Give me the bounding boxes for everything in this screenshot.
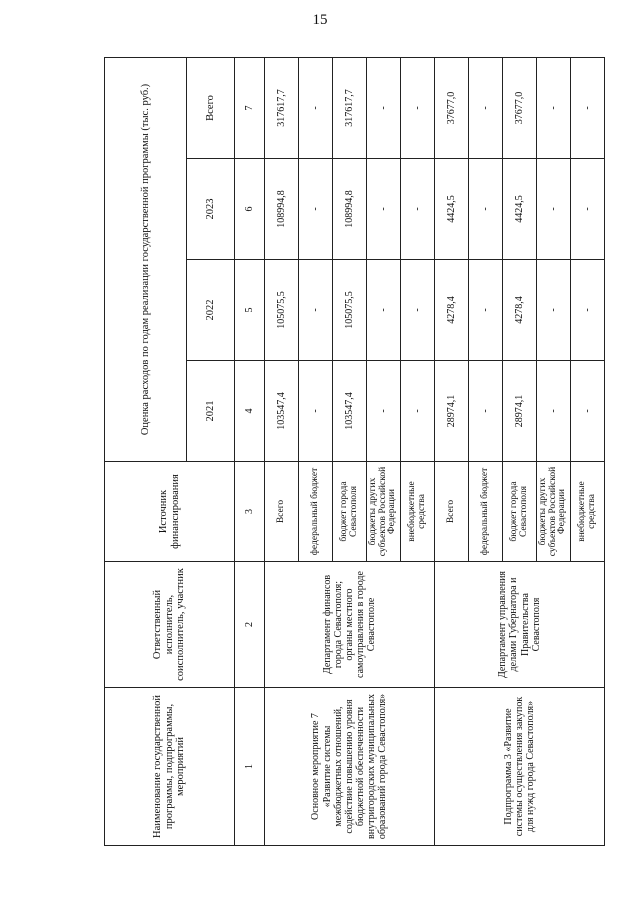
value-2021-cell: 28974,1: [503, 361, 537, 462]
source-cell: внебюджетные средства: [571, 462, 605, 562]
value-2022-cell: 105075,5: [333, 260, 367, 361]
rotated-table-container: [104, 58, 604, 846]
header-total: Всего: [187, 57, 235, 158]
column-number: 3: [235, 462, 265, 562]
value-total-cell: 37677,0: [435, 57, 469, 158]
column-number: 4: [235, 361, 265, 462]
source-cell: бюджеты других субъектов Российской Федерации: [367, 462, 401, 562]
value-2022-cell: -: [401, 260, 435, 361]
value-total-cell: -: [401, 57, 435, 158]
column-number: 6: [235, 159, 265, 260]
value-2021-cell: -: [367, 361, 401, 462]
header-year-2021: 2021: [187, 361, 235, 462]
table-row: [435, 57, 469, 845]
value-2022-cell: -: [299, 260, 333, 361]
source-cell: федеральный бюджет: [469, 462, 503, 562]
value-total-cell: -: [537, 57, 571, 158]
value-2023-cell: 4424,5: [435, 159, 469, 260]
source-cell: федеральный бюджет: [299, 462, 333, 562]
source-cell: бюджет города Севастополя: [333, 462, 367, 562]
value-2023-cell: -: [401, 159, 435, 260]
value-2021-cell: 28974,1: [435, 361, 469, 462]
value-2021-cell: 103547,4: [265, 361, 299, 462]
value-2023-cell: -: [571, 159, 605, 260]
value-total-cell: -: [367, 57, 401, 158]
value-2022-cell: 4278,4: [435, 260, 469, 361]
value-2022-cell: -: [367, 260, 401, 361]
value-2022-cell: 4278,4: [503, 260, 537, 361]
section-name: Основное мероприятие 7 «Развитие системы межбюджетных отношений, содействие повышению уровня бюджетной обеспеченности внутригородских муниципальных образований города Севастополя»: [265, 688, 435, 846]
source-cell: Всего: [265, 462, 299, 562]
header-responsible: Ответственный исполнитель, соисполнитель, участник: [105, 562, 235, 688]
header-year-2022: 2022: [187, 260, 235, 361]
value-total-cell: 317617,7: [265, 57, 299, 158]
value-total-cell: -: [571, 57, 605, 158]
section-responsible: Департамент управления делами Губернатора и Правительства Севастополя: [435, 562, 605, 688]
column-number-row: [235, 57, 265, 845]
value-2021-cell: -: [537, 361, 571, 462]
section-responsible: Департамент финансов города Севастополя; органы местного самоуправления в городе Севастополе: [265, 562, 435, 688]
column-number: 1: [235, 688, 265, 846]
column-number: 5: [235, 260, 265, 361]
page-number: 15: [312, 12, 328, 28]
value-2023-cell: 4424,5: [503, 159, 537, 260]
table-body: [105, 57, 605, 845]
source-cell: бюджеты других субъектов Российской Федерации: [537, 462, 571, 562]
table-frame: [104, 58, 604, 846]
value-2023-cell: -: [367, 159, 401, 260]
value-2021-cell: -: [469, 361, 503, 462]
value-2021-cell: -: [571, 361, 605, 462]
header-year-2023: 2023: [187, 159, 235, 260]
value-2023-cell: -: [537, 159, 571, 260]
table-row: [265, 57, 299, 845]
header-source: Источник финансирования: [105, 462, 235, 562]
section-name: Подпрограмма 3 «Развитие системы осуществления закупок для нужд города Севастополя»: [435, 688, 605, 846]
source-cell: бюджет города Севастополя: [503, 462, 537, 562]
value-2022-cell: -: [537, 260, 571, 361]
value-2023-cell: -: [299, 159, 333, 260]
column-number: 2: [235, 562, 265, 688]
value-2022-cell: 105075,5: [265, 260, 299, 361]
value-2023-cell: 108994,8: [333, 159, 367, 260]
header-name: Наименование государственной программы, подпрограммы, мероприятий: [105, 688, 235, 846]
value-total-cell: 317617,7: [333, 57, 367, 158]
value-2021-cell: 103547,4: [333, 361, 367, 462]
header-estimate: Оценка расходов по годам реализации государственной программы (тыс. руб.): [105, 57, 187, 461]
value-total-cell: 37677,0: [503, 57, 537, 158]
header-row: [105, 57, 187, 845]
value-2021-cell: -: [299, 361, 333, 462]
value-2022-cell: -: [469, 260, 503, 361]
value-total-cell: -: [469, 57, 503, 158]
column-number: 7: [235, 57, 265, 158]
source-cell: внебюджетные средства: [401, 462, 435, 562]
value-2023-cell: 108994,8: [265, 159, 299, 260]
financing-table: [104, 57, 605, 846]
value-2023-cell: -: [469, 159, 503, 260]
source-cell: Всего: [435, 462, 469, 562]
value-2021-cell: -: [401, 361, 435, 462]
value-total-cell: -: [299, 57, 333, 158]
value-2022-cell: -: [571, 260, 605, 361]
